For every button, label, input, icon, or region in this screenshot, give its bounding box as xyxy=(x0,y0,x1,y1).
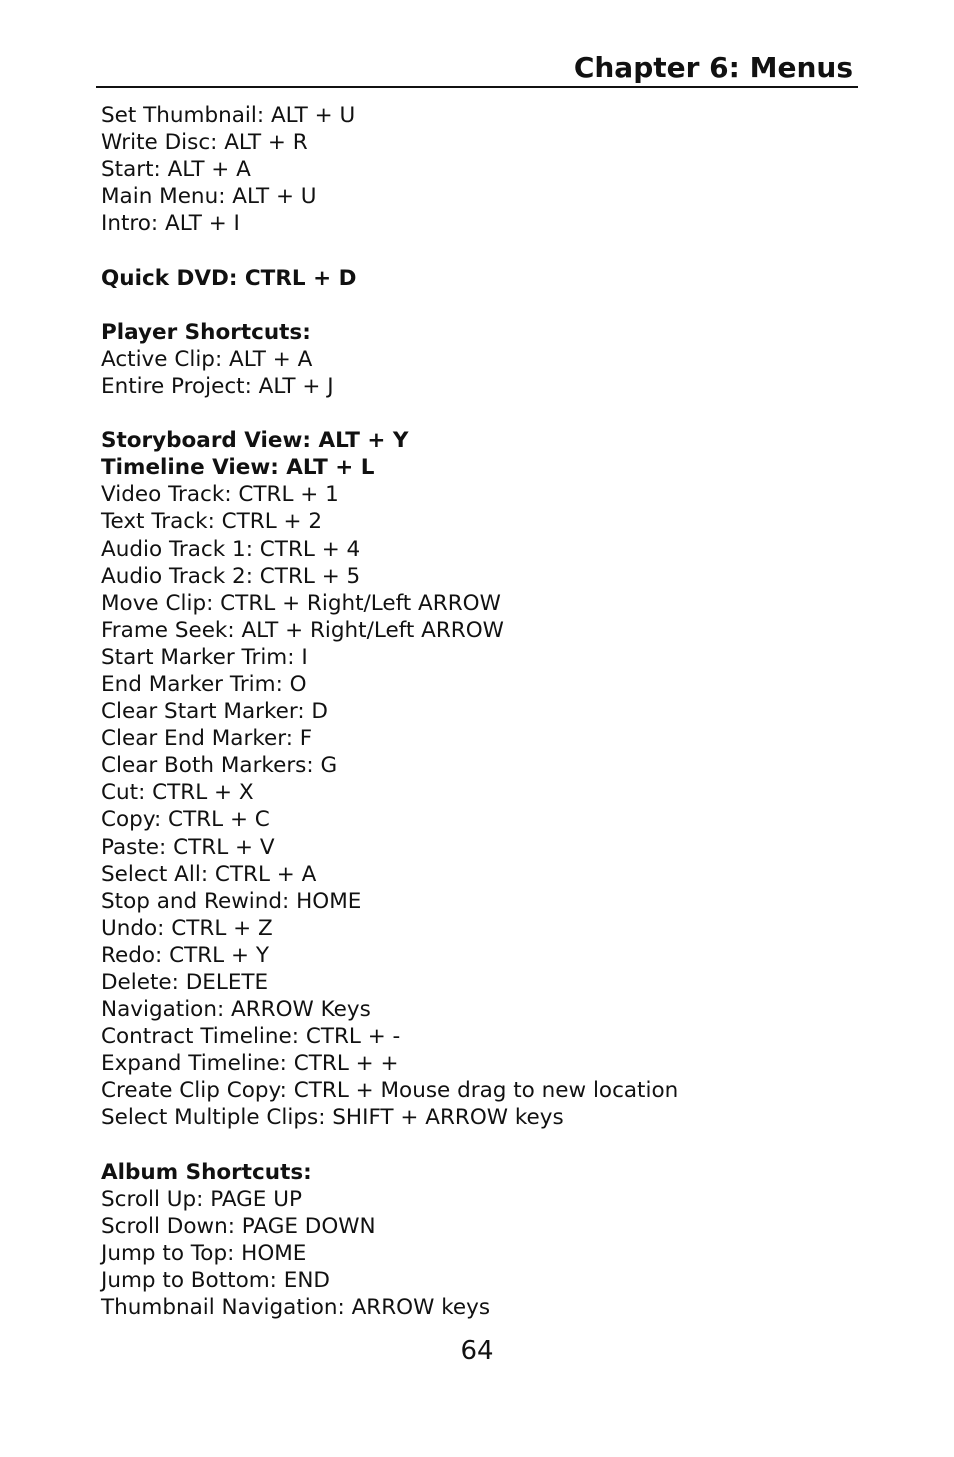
shortcut-entry: Navigation: ARROW Keys xyxy=(101,997,371,1023)
shortcut-entry: Video Track: CTRL + 1 xyxy=(101,482,339,508)
shortcut-entry: Select All: CTRL + A xyxy=(101,861,317,887)
shortcut-entry: Audio Track 1: CTRL + 4 xyxy=(101,536,361,562)
spacer xyxy=(101,400,861,427)
chapter-title: Chapter 6: Menus xyxy=(573,51,853,84)
shortcut-entry: Cut: CTRL + X xyxy=(101,780,254,806)
shortcut-entry: Start: ALT + A xyxy=(101,157,251,183)
shortcut-entry: Create Clip Copy: CTRL + Mouse drag to new location xyxy=(101,1078,679,1104)
shortcut-entry: Write Disc: ALT + R xyxy=(101,130,308,156)
shortcut-entry: Contract Timeline: CTRL + - xyxy=(101,1024,401,1050)
shortcut-entry: Jump to Bottom: END xyxy=(101,1268,330,1294)
spacer xyxy=(101,237,861,264)
shortcut-entry: Scroll Down: PAGE DOWN xyxy=(101,1213,376,1239)
shortcut-entry: Expand Timeline: CTRL + + xyxy=(101,1051,399,1077)
shortcut-entry: Copy: CTRL + C xyxy=(101,807,270,833)
shortcut-entry: Frame Seek: ALT + Right/Left ARROW xyxy=(101,617,504,643)
shortcut-entry: Start Marker Trim: I xyxy=(101,644,308,670)
shortcut-entry: Thumbnail Navigation: ARROW keys xyxy=(101,1295,491,1321)
shortcut-entry: End Marker Trim: O xyxy=(101,671,307,697)
shortcut-entry: Select Multiple Clips: SHIFT + ARROW keys xyxy=(101,1105,564,1131)
section-heading: Album Shortcuts: xyxy=(101,1159,312,1185)
section-heading: Player Shortcuts: xyxy=(101,319,311,345)
shortcut-entry: Set Thumbnail: ALT + U xyxy=(101,103,356,128)
shortcut-entry: Audio Track 2: CTRL + 5 xyxy=(101,563,361,589)
shortcut-entry: Text Track: CTRL + 2 xyxy=(101,509,323,535)
shortcut-entry: Clear End Marker: F xyxy=(101,726,313,752)
shortcut-entry: Clear Both Markers: G xyxy=(101,753,338,779)
shortcut-entry: Clear Start Marker: D xyxy=(101,699,328,725)
shortcut-entry: Undo: CTRL + Z xyxy=(101,915,273,941)
shortcut-entry: Delete: DELETE xyxy=(101,970,269,995)
page-number: 64 xyxy=(460,1336,494,1366)
spacer xyxy=(101,1132,861,1159)
section-heading: Storyboard View: ALT + Y xyxy=(101,428,409,454)
page-header xyxy=(96,48,858,88)
shortcut-entry: Entire Project: ALT + J xyxy=(101,373,334,399)
shortcut-list xyxy=(101,102,861,1321)
shortcut-entry: Stop and Rewind: HOME xyxy=(101,888,362,914)
shortcut-entry: Scroll Up: PAGE UP xyxy=(101,1186,302,1212)
shortcut-entry: Paste: CTRL + V xyxy=(101,834,275,860)
shortcut-entry: Move Clip: CTRL + Right/Left ARROW xyxy=(101,590,501,616)
spacer xyxy=(101,292,861,319)
shortcut-entry: Main Menu: ALT + U xyxy=(101,184,317,210)
shortcut-entry: Jump to Top: HOME xyxy=(101,1240,307,1266)
section-heading: Timeline View: ALT + L xyxy=(101,455,375,481)
shortcut-entry: Intro: ALT + I xyxy=(101,211,240,237)
section-heading: Quick DVD: CTRL + D xyxy=(101,265,357,291)
shortcut-entry: Redo: CTRL + Y xyxy=(101,942,269,968)
shortcut-entry: Active Clip: ALT + A xyxy=(101,346,313,372)
